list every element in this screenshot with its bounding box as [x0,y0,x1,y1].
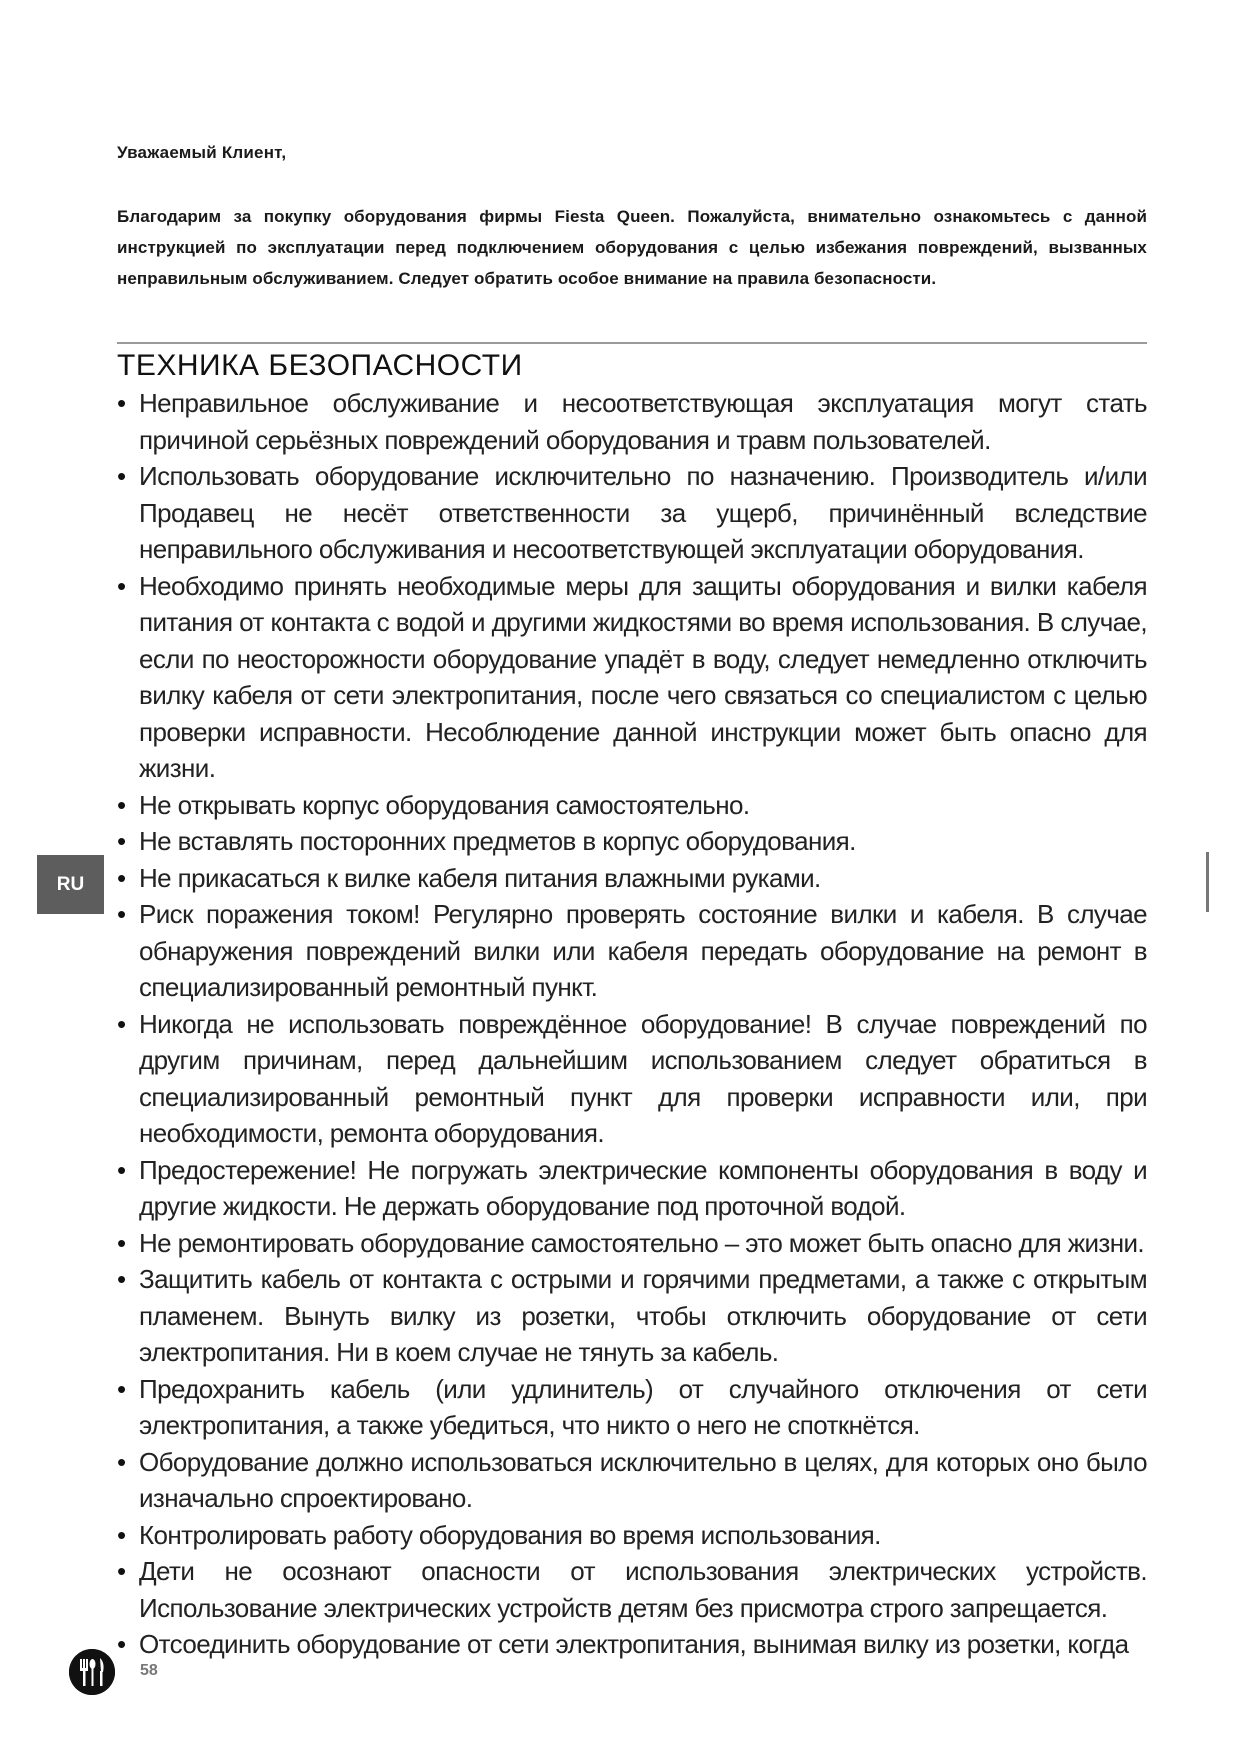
bullet: • [117,461,126,491]
cutlery-logo-svg [69,1649,115,1695]
rule-text: Не прикасаться к вилке кабеля питания влажными руками. [139,862,821,893]
list-item [117,1553,1147,1626]
rule-text: Никогда не использовать повреждённое оборудование! В случае повреждений по другим причинам, перед дальнейшим использованием следует обратиться в специализированный ремонтный пункт для проверки исправности или, при необходимости, ремонта оборудования. [139,1008,1147,1148]
bullet: • [117,570,126,601]
list-item [117,1152,1147,1225]
rule-text: Необходимо принять необходимые меры для защиты оборудования и вилки кабеля питания от контакта с водой и другими жидкостями во время использования. В случае, если по неосторожности оборудование упадёт в воду, следует немедленно отключить вилку кабеля от сети электропитания, после чего связаться со специалистом с целью проверки исправности. Несоблюдение данной инструкции может быть опасно для жизни. [139,570,1147,783]
bullet: • [117,1154,126,1185]
rule-text: Не вставлять посторонних предметов в корпус оборудования. [139,826,856,856]
bullet: • [117,1519,126,1550]
section-title: ТЕХНИКА БЕЗОПАСНОСТИ [117,349,523,382]
rule-text: Дети не осознают опасности от использования электрических устройств. Использование электрических устройств детям без присмотра строго запрещается. [139,1556,1147,1623]
safety-rules-list [117,385,1147,1663]
rule-text: Оборудование должно использоваться исключительно в целях, для которых оно было изначально спроектировано. [139,1446,1147,1513]
list-item [117,568,1147,787]
list-item [117,787,1147,824]
greeting: Уважаемый Клиент, [117,143,287,162]
bullet: • [117,1629,126,1659]
bullet: • [117,789,126,820]
bullet: • [117,1008,126,1039]
bullet: • [117,1373,126,1404]
section-divider [117,342,1147,344]
bullet: • [117,1264,126,1294]
list-item [117,1517,1147,1554]
bullet: • [117,1227,126,1258]
list-item [117,458,1147,568]
bullet: • [117,1446,126,1477]
bullet: • [117,862,126,893]
rule-text: Риск поражения током! Регулярно проверять состояние вилки и кабеля. В случае обнаружения повреждений вилки или кабеля передать оборудование на ремонт в специализированный ремонтный пункт. [139,899,1147,1002]
bullet: • [117,388,126,418]
list-item [117,1006,1147,1152]
list-item [117,385,1147,458]
language-tab [37,855,104,914]
bullet: • [117,1556,126,1586]
rule-text: Не ремонтировать оборудование самостоятельно – это может быть опасно для жизни. [139,1227,1145,1258]
cutlery-logo-icon [69,1649,115,1695]
rule-text: Не открывать корпус оборудования самостоятельно. [139,789,750,820]
rule-text: Предостережение! Не погружать электрические компоненты оборудования в воду и другие жидкости. Не держать оборудование под проточной водой. [139,1154,1147,1221]
rule-text: Предохранить кабель (или удлинитель) от случайного отключения от сети электропитания, а также убедиться, что никто о него не споткнётся. [139,1373,1147,1440]
margin-marker [1206,852,1209,912]
rule-text: Использовать оборудование исключительно по назначению. Производитель и/или Продавец не несёт ответственности за ущерб, причинённый вследствие неправильного обслуживания и несоответствующей эксплуатации оборудования. [139,461,1147,564]
list-item [117,860,1147,897]
language-tab-label: RU [56,873,85,895]
list-item [117,1444,1147,1517]
list-item [117,1626,1147,1663]
list-item [117,1261,1147,1371]
rule-text: Неправильное обслуживание и несоответствующая эксплуатация могут стать причиной серьёзных повреждений оборудования и травм пользователей. [139,388,1147,455]
bullet: • [117,826,126,856]
list-item [117,823,1147,860]
page-number: 58 [140,1662,158,1679]
rule-text: Защитить кабель от контакта с острыми и горячими предметами, а также с открытым пламенем. Вынуть вилку из розетки, чтобы отключить оборудование от сети электропитания. Ни в коем случае не тянуть за кабель. [139,1264,1147,1367]
list-item [117,1225,1147,1262]
rule-text: Отсоединить оборудование от сети электропитания, вынимая вилку из розетки, когда [139,1629,1129,1659]
bullet: • [117,899,126,929]
rule-text: Контролировать работу оборудования во время использования. [139,1519,881,1550]
intro-paragraph: Благодарим за покупку оборудования фирмы Fiesta Queen. Пожалуйста, внимательно ознакомьтесь с данной инструкцией по эксплуатации перед подключением оборудования с целью избежания повреждений, вызванных неправильным обслуживанием. Следует обратить особое внимание на правила безопасности. [117,207,1147,288]
list-item [117,1371,1147,1444]
list-item [117,896,1147,1006]
